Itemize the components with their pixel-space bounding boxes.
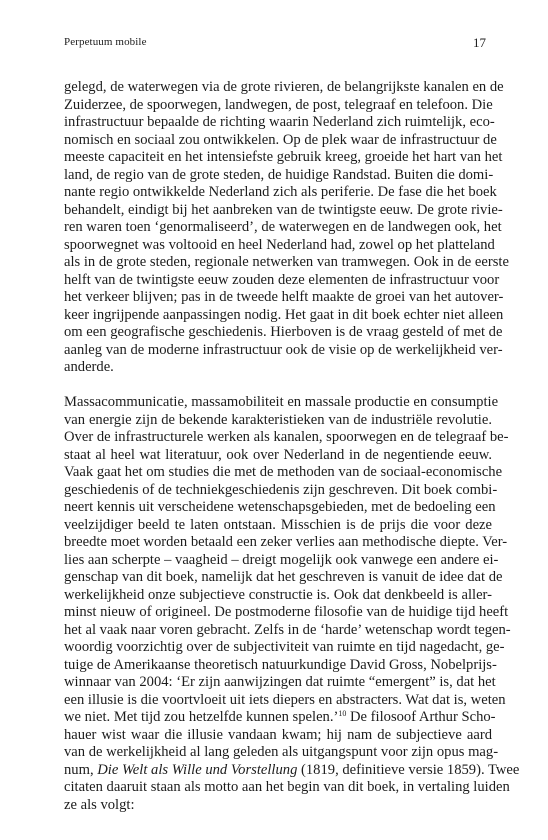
text-segment: num,	[64, 761, 94, 778]
paragraph-1	[64, 79, 509, 377]
text-line: ze als volgt:	[64, 796, 135, 813]
text-line: aanleg van de moderne infrastructuur ook de visie op de werkelijkheid ver-	[64, 341, 503, 358]
text-line: tuige de Amerikaanse theoretisch natuurkundige David Gross, Nobelprijs-	[64, 656, 497, 673]
text-segment: (1819, definitieve versie 1859). Twee	[297, 761, 520, 778]
text-segment: De filosoof Arthur Scho-	[346, 709, 496, 725]
text-line: meeste capaciteit en het intensiefste gebruik kreeg, groeide het hart van het	[64, 149, 503, 165]
text-line: werkelijkheid onze subjectieve constructie is. Ook dat denkbeeld is aller-	[64, 586, 492, 603]
text-line	[64, 761, 520, 780]
text-line: het al vaak naar voren gebracht. Zelfs in de ‘harde’ wetenschap wordt tegen-	[64, 621, 511, 638]
text-line: van de werkelijkheid al lang geleden als uitgangspunt voor zijn opus mag-	[64, 744, 499, 760]
text-line: lies aan scherpte – vaagheid – dreigt mogelijk ook vanwege een andere ei-	[64, 551, 499, 568]
text-line: helft van de twintigste eeuw zouden deze elementen de infrastructuur voor	[64, 271, 500, 288]
paragraph-spacer	[64, 377, 492, 395]
text-line: citaten daaruit staan als motto aan het begin van dit boek, in vertaling luiden	[64, 779, 510, 795]
text-line: van energie zijn de bekende karakteristieken van de industriële revolutie.	[64, 411, 492, 428]
text-line: veelzijdiger beeld te laten ontstaan. Misschien is de prijs die voor deze	[64, 516, 492, 533]
text-segment: we niet. Met tijd zou hetzelfde kunnen spelen.’	[64, 709, 339, 725]
text-line: nomisch en sociaal zou ontwikkelen. Op de plek waar de infrastructuur de	[64, 131, 497, 148]
text-line: Vaak gaat het om studies die met de methoden van de sociaal-economische	[64, 464, 503, 480]
text-line: hauer wist waar die illusie vandaan kwam; hij nam de subjectieve aard	[64, 726, 492, 743]
text-line: behandelt, eindigt bij het aanbreken van de twintigste eeuw. De grote rivie-	[64, 201, 503, 218]
text-line: neert kennis uit verscheidene wetenschapsgebieden, met de bedoeling een	[64, 499, 496, 515]
text-line: als in de grote steden, regionale netwerken van tramwegen. Ook in de eerste	[64, 254, 509, 270]
text-line: een illusie is die voortvloeit uit iets diepers en abstracters. Wat dat is, weten	[64, 691, 506, 708]
text-line: geschiedenis of de techniekgeschiedenis zijn geschreven. Dit boek combi-	[64, 481, 498, 498]
text-line: anderde.	[64, 359, 114, 375]
text-line: infrastructuur bepaalde de richting waarin Nederland zich ruimtelijk, eco-	[64, 114, 495, 130]
body-text	[64, 79, 520, 814]
text-line: om een geografische geschiedenis. Hierboven is de vraag gesteld of met de	[64, 324, 503, 340]
text-line: keer ingrijpende aanpassingen nodig. Het gaat in dit boek echter niet alleen	[64, 306, 504, 323]
text-line: spoorwegnet was voltooid en heel Nederland had, zowel op het platteland	[64, 236, 495, 253]
text-line: nante regio ontwikkelde Nederland zich als periferie. De fase die het boek	[64, 184, 497, 200]
text-line: het verkeer blijven; pas in de tweede helft maakte de groei van het autover-	[64, 289, 504, 305]
text-line: land, de regio van de grote steden, de huidige Randstad. Buiten die domi-	[64, 166, 494, 183]
text-line: minst nieuw of origineel. De postmoderne filosofie van de huidige tijd heeft	[64, 604, 509, 620]
paragraph-2	[64, 394, 520, 814]
text-line	[64, 709, 496, 727]
page-number: 17	[473, 35, 486, 50]
text-line: winnaar van 2004: ‘Er zijn aanwijzingen dat ruimte “emergent” is, dat het	[64, 674, 496, 690]
text-line: woordig voorzichtig over de subjectiviteit van ruimte en tijd nagedacht, ge-	[64, 639, 505, 655]
text-line: gelegd, de waterwegen via de grote rivieren, de belangrijkste kanalen en de	[64, 79, 504, 95]
text-line: genschap van dit boek, namelijk dat het geschreven is vanuit de idee dat de	[64, 569, 503, 585]
running-head: Perpetuum mobile	[64, 36, 147, 48]
book-title: Die Welt als Wille und Vorstellung	[97, 761, 298, 778]
text-line: breedte moet worden betaald een zeker verlies aan methodische diepte. Ver-	[64, 534, 508, 550]
text-line: Over de infrastructurele werken als kanalen, spoorwegen en de telegraaf be-	[64, 429, 509, 445]
text-line: Zuiderzee, de spoorwegen, landwegen, de post, telegraaf en telefoon. Die	[64, 96, 493, 113]
text-line: ren waren toen ‘genormaliseerd’, de waterwegen en de landwegen ook, het	[64, 219, 502, 235]
text-line: staat al heel wat literatuur, ook over Nederland in de negentiende eeuw.	[64, 446, 492, 463]
text-line: Massacommunicatie, massamobiliteit en massale productie en consumptie	[64, 394, 499, 410]
footnote-reference: 10	[338, 709, 347, 718]
